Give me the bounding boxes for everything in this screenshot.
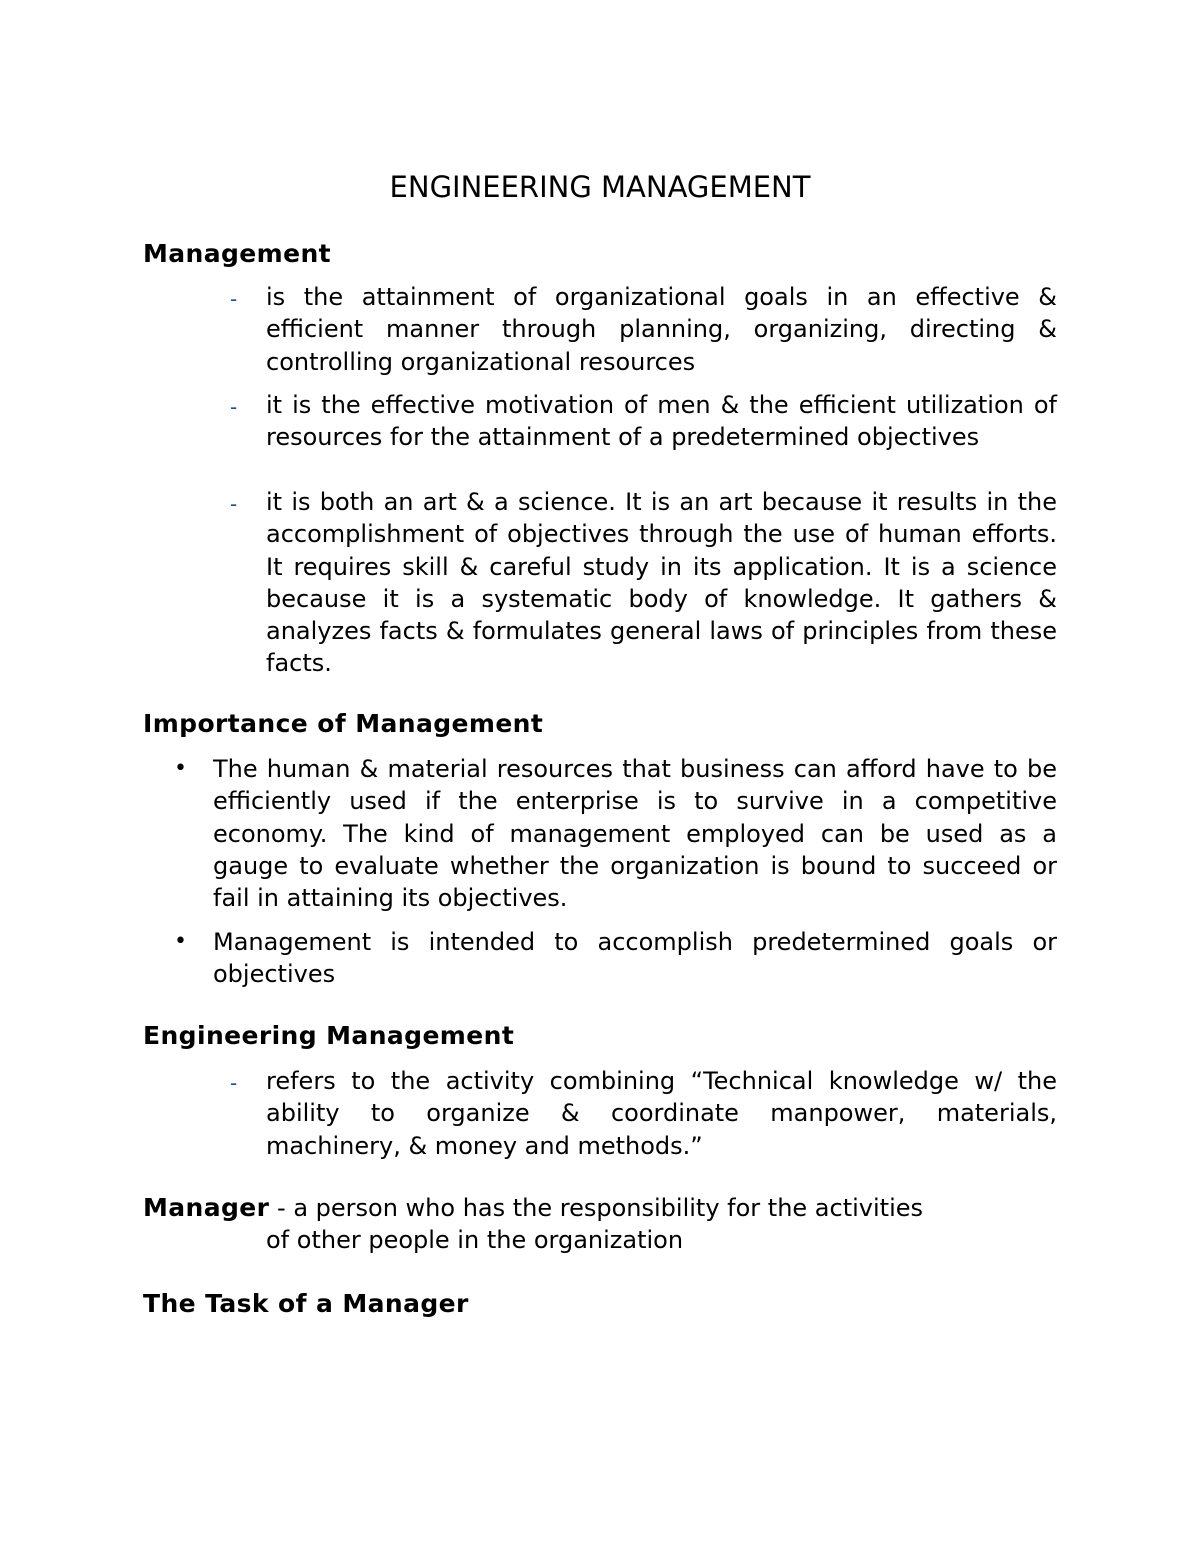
manager-term: Manager — [143, 1193, 270, 1222]
list-item: refers to the activity combining “Technical knowledge w/ the ability to organize & coordinate manpower, materials, machinery, & money and methods.” — [266, 1067, 1057, 1160]
list-item: The human & material resources that business can afford have to be efficiently used if the enterprise is to survive in a competitive economy. The kind of management employed can be used as a gauge to evaluate whether the organization is bound to succeed or fail in attaining its objectives. — [213, 755, 1057, 913]
manager-definition-continuation: of other people in the organization — [266, 1226, 684, 1255]
manager-definition — [143, 1192, 1057, 1257]
section-heading-engineering-management: Engineering Management — [143, 1021, 515, 1050]
section-heading-task-of-manager: The Task of a Manager — [143, 1289, 469, 1318]
list-item: Management is intended to accomplish predetermined goals or objectives — [213, 928, 1057, 989]
dash-bullet-marker: - — [230, 492, 238, 516]
section-heading-management: Management — [143, 239, 332, 268]
dash-bullet-marker: - — [230, 1071, 238, 1095]
list-item: it is the effective motivation of men & the efficient utilization of resources for the attainment of a predetermined objectives — [266, 391, 1057, 452]
round-bullet-marker: • — [174, 756, 187, 781]
dash-bullet-marker: - — [230, 395, 238, 419]
list-item: it is both an art & a science. It is an art because it results in the accomplishment of objectives through the use of human efforts. It requires skill & careful study in its application. It is a science because it is a systematic body of knowledge. It gathers & analyzes facts & formulates general laws of principles from these facts. — [266, 488, 1057, 678]
list-item: is the attainment of organizational goals in an effective & efficient manner through planning, organizing, directing & controlling organizational resources — [266, 283, 1057, 376]
document-title: ENGINEERING MANAGEMENT — [389, 170, 811, 204]
dash-bullet-marker: - — [230, 287, 238, 311]
manager-definition-text: - a person who has the responsibility for the activities — [269, 1194, 924, 1222]
round-bullet-marker: • — [174, 929, 187, 954]
section-heading-importance: Importance of Management — [143, 709, 544, 738]
